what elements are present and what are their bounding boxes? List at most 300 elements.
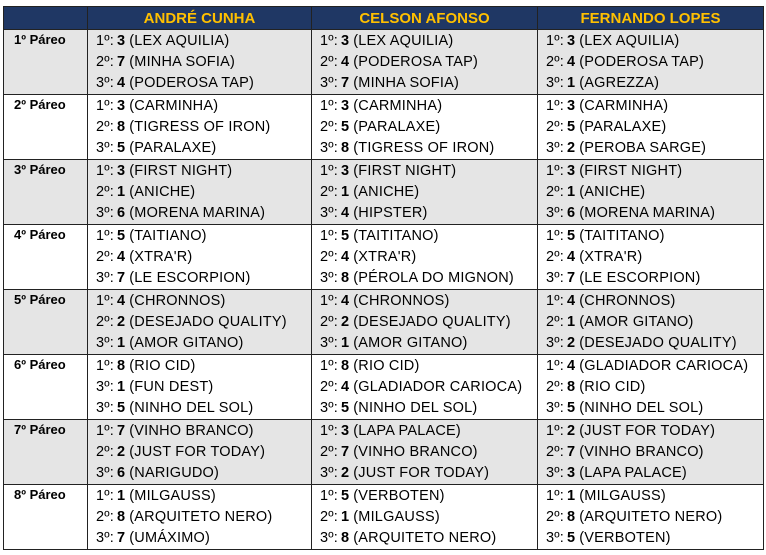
horse-name: (ANICHE) xyxy=(129,184,196,200)
pick-position: 2º: xyxy=(546,119,564,135)
pick-line xyxy=(546,463,763,484)
pick-line xyxy=(546,161,763,182)
tips-table xyxy=(3,6,764,550)
pick-position: 3º: xyxy=(546,465,564,481)
pick-position: 1º: xyxy=(546,98,564,114)
horse-number: 4 xyxy=(117,293,126,309)
horse-number: 6 xyxy=(117,205,126,221)
pick-line xyxy=(320,421,537,442)
pick-position: 2º: xyxy=(96,54,114,70)
expert-picks-cell xyxy=(312,355,538,420)
horse-number: 4 xyxy=(567,358,576,374)
horse-number: 7 xyxy=(341,444,350,460)
pick-position: 3º: xyxy=(96,270,114,286)
horse-name: (DESEJADO QUALITY) xyxy=(353,314,511,330)
horse-name: (PARALAXE) xyxy=(353,119,441,135)
pick-position: 1º: xyxy=(320,228,338,244)
pick-line xyxy=(96,73,311,94)
pick-position: 2º: xyxy=(546,509,564,525)
horse-number: 5 xyxy=(341,228,350,244)
horse-number: 5 xyxy=(567,530,576,546)
horse-name: (XTRA'R) xyxy=(353,249,417,265)
horse-name: (CHRONNOS) xyxy=(353,293,450,309)
pick-line xyxy=(96,398,311,419)
pick-position: 3º: xyxy=(96,205,114,221)
pick-line xyxy=(320,291,537,312)
pick-line xyxy=(546,507,763,528)
pick-line xyxy=(546,52,763,73)
horse-name: (NINHO DEL SOL) xyxy=(129,400,254,416)
pick-position: 2º: xyxy=(320,54,338,70)
pick-line xyxy=(546,528,763,549)
pick-line xyxy=(320,203,537,224)
pick-line xyxy=(320,138,537,159)
race-row xyxy=(4,290,764,355)
expert-header: ANDRÉ CUNHA xyxy=(88,7,312,30)
pick-line xyxy=(320,463,537,484)
horse-name: (GLADIADOR CARIOCA) xyxy=(353,379,523,395)
horse-number: 1 xyxy=(567,314,576,330)
horse-number: 5 xyxy=(567,400,576,416)
pick-position: 1º: xyxy=(96,33,114,49)
horse-name: (PODEROSA TAP) xyxy=(129,75,254,91)
race-row xyxy=(4,225,764,290)
race-label: 1º Páreo xyxy=(4,30,88,95)
expert-picks-cell xyxy=(312,95,538,160)
pick-line xyxy=(320,182,537,203)
horse-number: 7 xyxy=(567,270,576,286)
pick-position: 2º: xyxy=(96,184,114,200)
pick-line xyxy=(320,333,537,354)
horse-name: (DESEJADO QUALITY) xyxy=(129,314,287,330)
pick-position: 2º: xyxy=(320,444,338,460)
horse-name: (VERBOTEN) xyxy=(353,488,445,504)
pick-line xyxy=(546,486,763,507)
horse-name: (NINHO DEL SOL) xyxy=(353,400,478,416)
pick-line xyxy=(96,117,311,138)
horse-number: 5 xyxy=(341,488,350,504)
pick-position: 1º: xyxy=(546,423,564,439)
pick-line xyxy=(546,312,763,333)
pick-line xyxy=(96,312,311,333)
race-row xyxy=(4,485,764,550)
expert-picks-cell xyxy=(88,225,312,290)
expert-picks-cell xyxy=(88,355,312,420)
pick-line xyxy=(96,291,311,312)
pick-position: 2º: xyxy=(320,379,338,395)
race-label: 8º Páreo xyxy=(4,485,88,550)
horse-number: 8 xyxy=(341,270,350,286)
expert-picks-cell xyxy=(312,420,538,485)
pick-line xyxy=(546,398,763,419)
pick-position: 3º: xyxy=(320,530,338,546)
horse-number: 6 xyxy=(567,205,576,221)
pick-line xyxy=(320,247,537,268)
pick-line xyxy=(320,161,537,182)
pick-line xyxy=(546,291,763,312)
expert-picks-cell xyxy=(538,420,764,485)
horse-number: 4 xyxy=(341,249,350,265)
horse-number: 7 xyxy=(117,54,126,70)
horse-name: (TAITIANO) xyxy=(129,228,207,244)
pick-position: 3º: xyxy=(546,335,564,351)
horse-name: (FIRST NIGHT) xyxy=(579,163,683,179)
pick-position: 3º: xyxy=(320,75,338,91)
expert-picks-cell xyxy=(312,30,538,95)
horse-name: (TIGRESS OF IRON) xyxy=(353,140,495,156)
pick-position: 2º: xyxy=(320,119,338,135)
expert-picks-cell xyxy=(88,30,312,95)
pick-line xyxy=(546,356,763,377)
pick-line xyxy=(96,377,311,398)
horse-number: 2 xyxy=(341,314,350,330)
horse-number: 3 xyxy=(341,163,350,179)
expert-picks-cell xyxy=(538,485,764,550)
pick-line xyxy=(320,312,537,333)
horse-number: 1 xyxy=(567,184,576,200)
expert-picks-cell xyxy=(312,160,538,225)
pick-line xyxy=(96,226,311,247)
pick-position: 2º: xyxy=(96,119,114,135)
horse-name: (LE ESCORPION) xyxy=(579,270,701,286)
horse-number: 3 xyxy=(567,465,576,481)
pick-position: 2º: xyxy=(96,314,114,330)
expert-picks-cell xyxy=(312,290,538,355)
horse-name: (ANICHE) xyxy=(353,184,420,200)
pick-position: 1º: xyxy=(320,358,338,374)
horse-number: 4 xyxy=(341,379,350,395)
horse-name: (RIO CID) xyxy=(129,358,196,374)
horse-name: (NINHO DEL SOL) xyxy=(579,400,704,416)
pick-line xyxy=(96,421,311,442)
pick-position: 3º: xyxy=(320,270,338,286)
pick-line xyxy=(96,528,311,549)
horse-number: 1 xyxy=(567,488,576,504)
horse-number: 4 xyxy=(567,293,576,309)
horse-name: (PODEROSA TAP) xyxy=(353,54,478,70)
pick-position: 1º: xyxy=(320,33,338,49)
expert-picks-cell xyxy=(88,420,312,485)
pick-position: 1º: xyxy=(320,488,338,504)
horse-name: (AGREZZA) xyxy=(579,75,660,91)
pick-line xyxy=(320,31,537,52)
horse-number: 2 xyxy=(341,465,350,481)
pick-position: 1º: xyxy=(320,98,338,114)
pick-position: 1º: xyxy=(546,33,564,49)
expert-picks-cell xyxy=(538,355,764,420)
horse-name: (AMOR GITANO) xyxy=(353,335,468,351)
horse-name: (PARALAXE) xyxy=(579,119,667,135)
pick-line xyxy=(96,333,311,354)
horse-name: (CHRONNOS) xyxy=(579,293,676,309)
horse-name: (RIO CID) xyxy=(579,379,646,395)
pick-line xyxy=(546,182,763,203)
horse-number: 8 xyxy=(117,509,126,525)
pick-position: 3º: xyxy=(96,75,114,91)
horse-number: 1 xyxy=(117,488,126,504)
horse-name: (ARQUITETO NERO) xyxy=(579,509,723,525)
pick-line xyxy=(320,398,537,419)
horse-number: 5 xyxy=(117,228,126,244)
horse-number: 7 xyxy=(341,75,350,91)
pick-line xyxy=(546,96,763,117)
pick-position: 2º: xyxy=(96,444,114,460)
horse-name: (GLADIADOR CARIOCA) xyxy=(579,358,749,374)
pick-position: 2º: xyxy=(546,184,564,200)
pick-position: 3º: xyxy=(320,335,338,351)
pick-line xyxy=(546,268,763,289)
horse-name: (ARQUITETO NERO) xyxy=(129,509,273,525)
pick-line xyxy=(320,507,537,528)
pick-position: 2º: xyxy=(546,249,564,265)
pick-position: 2º: xyxy=(320,314,338,330)
expert-picks-cell xyxy=(88,485,312,550)
horse-number: 2 xyxy=(117,314,126,330)
horse-number: 1 xyxy=(567,75,576,91)
pick-position: 1º: xyxy=(96,228,114,244)
pick-position: 3º: xyxy=(320,140,338,156)
pick-line xyxy=(96,486,311,507)
pick-line xyxy=(96,182,311,203)
pick-position: 3º: xyxy=(546,270,564,286)
horse-name: (LAPA PALACE) xyxy=(579,465,687,481)
horse-name: (VERBOTEN) xyxy=(579,530,671,546)
horse-name: (TAITITANO) xyxy=(353,228,439,244)
horse-number: 4 xyxy=(567,249,576,265)
header-row xyxy=(4,7,764,30)
horse-number: 8 xyxy=(341,530,350,546)
pick-line xyxy=(546,442,763,463)
horse-number: 8 xyxy=(117,358,126,374)
pick-position: 3º: xyxy=(320,205,338,221)
expert-picks-cell xyxy=(312,485,538,550)
horse-number: 7 xyxy=(567,444,576,460)
horse-number: 1 xyxy=(117,379,126,395)
pick-position: 1º: xyxy=(546,163,564,179)
horse-number: 5 xyxy=(567,119,576,135)
horse-name: (NARIGUDO) xyxy=(129,465,220,481)
race-label: 4º Páreo xyxy=(4,225,88,290)
horse-number: 1 xyxy=(117,335,126,351)
pick-line xyxy=(320,528,537,549)
horse-name: (RIO CID) xyxy=(353,358,420,374)
pick-line xyxy=(320,52,537,73)
horse-name: (AMOR GITANO) xyxy=(129,335,244,351)
pick-line xyxy=(96,203,311,224)
horse-name: (PÉROLA DO MIGNON) xyxy=(353,270,514,286)
horse-name: (TIGRESS OF IRON) xyxy=(129,119,271,135)
horse-name: (PODEROSA TAP) xyxy=(579,54,704,70)
horse-number: 2 xyxy=(567,423,576,439)
horse-name: (LAPA PALACE) xyxy=(353,423,461,439)
pick-line xyxy=(96,268,311,289)
horse-name: (PEROBA SARGE) xyxy=(579,140,707,156)
horse-name: (VINHO BRANCO) xyxy=(129,423,254,439)
pick-position: 3º: xyxy=(320,465,338,481)
horse-name: (XTRA'R) xyxy=(579,249,643,265)
pick-line xyxy=(96,507,311,528)
pick-line xyxy=(320,356,537,377)
pick-position: 1º: xyxy=(96,423,114,439)
horse-number: 1 xyxy=(341,184,350,200)
horse-name: (LE ESCORPION) xyxy=(129,270,251,286)
horse-name: (XTRA'R) xyxy=(129,249,193,265)
pick-position: 2º: xyxy=(546,379,564,395)
expert-picks-cell xyxy=(538,30,764,95)
pick-line xyxy=(546,31,763,52)
pick-position: 1º: xyxy=(96,488,114,504)
pick-line xyxy=(320,377,537,398)
horse-number: 5 xyxy=(567,228,576,244)
race-row xyxy=(4,160,764,225)
horse-name: (MILGAUSS) xyxy=(579,488,666,504)
pick-position: 2º: xyxy=(546,444,564,460)
race-label: 5º Páreo xyxy=(4,290,88,355)
pick-position: 3º: xyxy=(546,400,564,416)
horse-name: (CARMINHA) xyxy=(353,98,443,114)
pick-position: 1º: xyxy=(96,358,114,374)
horse-number: 4 xyxy=(341,293,350,309)
pick-line xyxy=(96,161,311,182)
horse-number: 8 xyxy=(567,509,576,525)
horse-number: 3 xyxy=(341,423,350,439)
pick-position: 2º: xyxy=(546,314,564,330)
pick-position: 1º: xyxy=(546,488,564,504)
pick-position: 3º: xyxy=(96,530,114,546)
pick-position: 2º: xyxy=(546,54,564,70)
race-rows xyxy=(4,30,764,550)
pick-line xyxy=(96,247,311,268)
pick-position: 3º: xyxy=(96,379,114,395)
horse-name: (FIRST NIGHT) xyxy=(353,163,457,179)
horse-number: 3 xyxy=(117,33,126,49)
race-label: 3º Páreo xyxy=(4,160,88,225)
pick-line xyxy=(320,486,537,507)
pick-line xyxy=(546,247,763,268)
header-corner xyxy=(4,7,88,30)
horse-number: 3 xyxy=(567,163,576,179)
pick-position: 3º: xyxy=(320,400,338,416)
pick-position: 2º: xyxy=(320,184,338,200)
horse-number: 1 xyxy=(341,335,350,351)
expert-picks-cell xyxy=(538,95,764,160)
pick-line xyxy=(320,268,537,289)
pick-position: 3º: xyxy=(96,400,114,416)
pick-position: 3º: xyxy=(546,75,564,91)
horse-number: 7 xyxy=(117,270,126,286)
pick-position: 3º: xyxy=(96,140,114,156)
pick-position: 1º: xyxy=(96,163,114,179)
pick-position: 1º: xyxy=(546,293,564,309)
pick-line xyxy=(96,52,311,73)
expert-picks-cell xyxy=(88,290,312,355)
race-label: 7º Páreo xyxy=(4,420,88,485)
pick-line xyxy=(96,31,311,52)
expert-picks-cell xyxy=(538,290,764,355)
horse-name: (JUST FOR TODAY) xyxy=(579,423,716,439)
horse-name: (ARQUITETO NERO) xyxy=(353,530,497,546)
pick-position: 1º: xyxy=(320,423,338,439)
horse-name: (ANICHE) xyxy=(579,184,646,200)
expert-header: CELSON AFONSO xyxy=(312,7,538,30)
pick-position: 1º: xyxy=(320,293,338,309)
pick-line xyxy=(546,138,763,159)
horse-name: (MINHA SOFIA) xyxy=(353,75,459,91)
horse-name: (LEX AQUILIA) xyxy=(353,33,454,49)
horse-number: 8 xyxy=(341,358,350,374)
pick-line xyxy=(546,333,763,354)
pick-position: 3º: xyxy=(96,465,114,481)
pick-position: 2º: xyxy=(320,249,338,265)
pick-line xyxy=(320,442,537,463)
pick-line xyxy=(96,138,311,159)
horse-name: (PARALAXE) xyxy=(129,140,217,156)
pick-line xyxy=(546,117,763,138)
horse-name: (UMÁXIMO) xyxy=(129,530,211,546)
horse-name: (MORENA MARINA) xyxy=(579,205,716,221)
pick-position: 3º: xyxy=(546,530,564,546)
expert-picks-cell xyxy=(88,95,312,160)
horse-number: 8 xyxy=(567,379,576,395)
pick-line xyxy=(320,73,537,94)
horse-number: 4 xyxy=(117,249,126,265)
pick-line xyxy=(96,96,311,117)
horse-number: 8 xyxy=(117,119,126,135)
pick-position: 2º: xyxy=(96,249,114,265)
pick-position: 1º: xyxy=(96,98,114,114)
pick-position: 3º: xyxy=(96,335,114,351)
pick-line xyxy=(96,442,311,463)
horse-number: 4 xyxy=(341,54,350,70)
horse-number: 3 xyxy=(341,98,350,114)
horse-name: (JUST FOR TODAY) xyxy=(129,444,266,460)
pick-line xyxy=(96,463,311,484)
horse-number: 3 xyxy=(117,163,126,179)
pick-line xyxy=(546,421,763,442)
pick-position: 1º: xyxy=(546,358,564,374)
race-row xyxy=(4,30,764,95)
horse-name: (VINHO BRANCO) xyxy=(353,444,478,460)
horse-name: (CHRONNOS) xyxy=(129,293,226,309)
pick-line xyxy=(96,356,311,377)
horse-name: (MORENA MARINA) xyxy=(129,205,266,221)
horse-number: 2 xyxy=(117,444,126,460)
race-row xyxy=(4,355,764,420)
expert-picks-cell xyxy=(312,225,538,290)
horse-name: (JUST FOR TODAY) xyxy=(353,465,490,481)
horse-number: 2 xyxy=(567,140,576,156)
pick-position: 3º: xyxy=(546,140,564,156)
horse-number: 7 xyxy=(117,530,126,546)
horse-number: 4 xyxy=(341,205,350,221)
pick-line xyxy=(546,377,763,398)
horse-name: (CARMINHA) xyxy=(129,98,219,114)
horse-name: (LEX AQUILIA) xyxy=(579,33,680,49)
pick-position: 1º: xyxy=(320,163,338,179)
pick-line xyxy=(546,226,763,247)
horse-name: (AMOR GITANO) xyxy=(579,314,694,330)
horse-number: 3 xyxy=(341,33,350,49)
horse-number: 3 xyxy=(117,98,126,114)
pick-line xyxy=(320,96,537,117)
horse-name: (FUN DEST) xyxy=(129,379,214,395)
horse-number: 2 xyxy=(567,335,576,351)
pick-line xyxy=(546,203,763,224)
horse-number: 1 xyxy=(117,184,126,200)
horse-name: (FIRST NIGHT) xyxy=(129,163,233,179)
race-row xyxy=(4,95,764,160)
horse-number: 5 xyxy=(341,400,350,416)
